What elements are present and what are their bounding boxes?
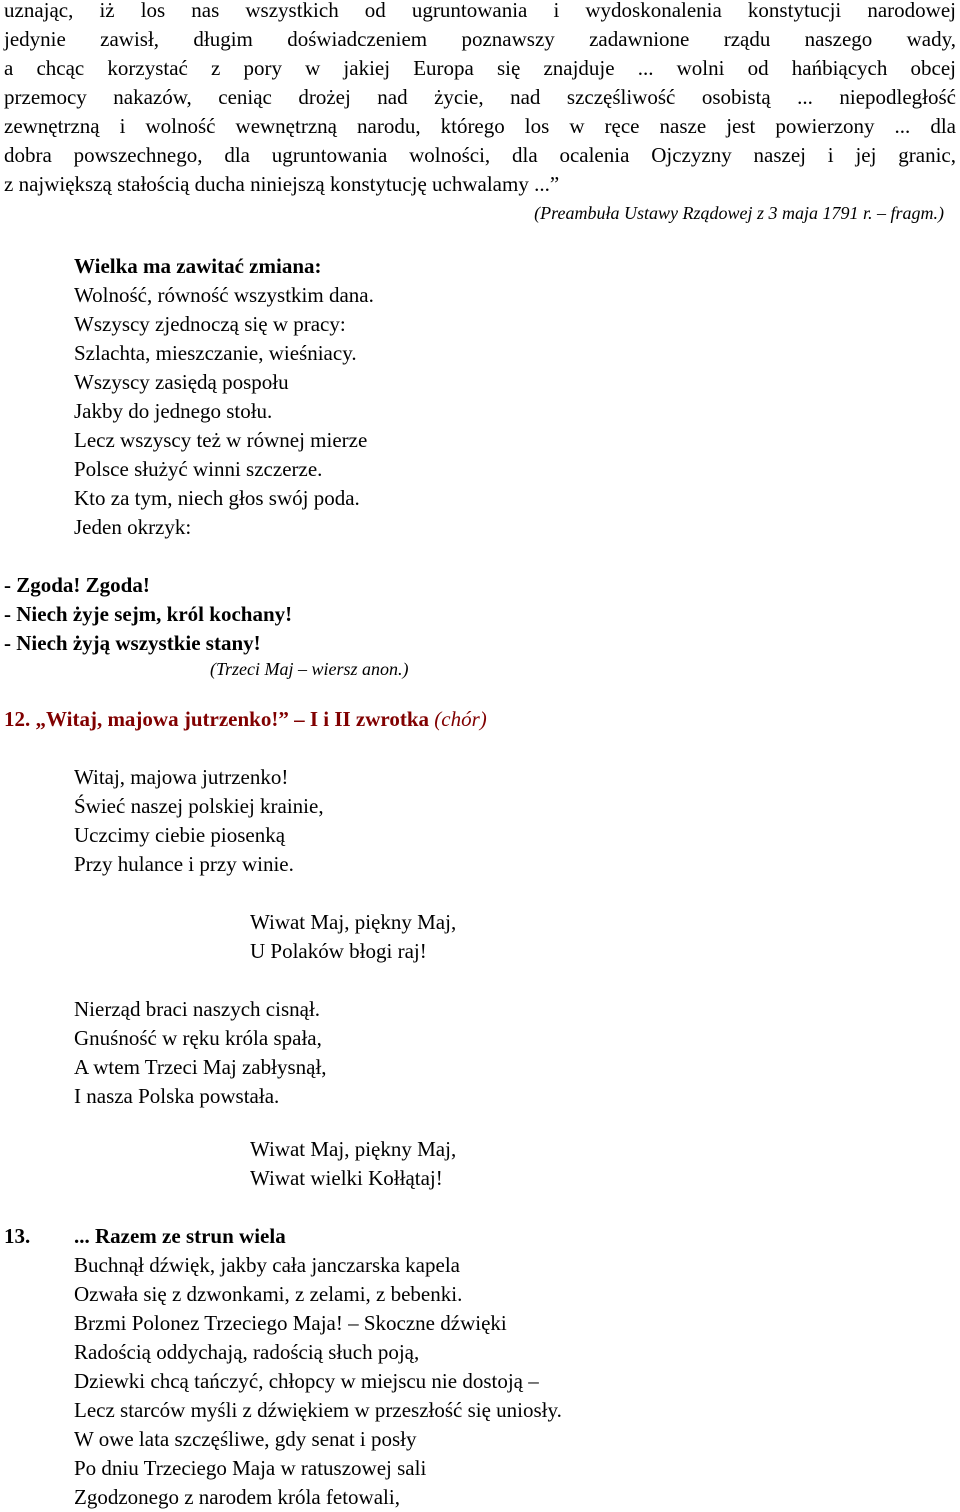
preamble-line: dobra powszechnego, dla ugruntowania wolności, dla ocalenia Ojczyzny naszej i jej granic, <box>4 143 956 167</box>
refrain-line: Wiwat wielki Kołłątaj! <box>250 1166 443 1190</box>
song12-refrain-1 <box>250 908 456 966</box>
item13-line: Lecz starców myśli z dźwiękiem w przeszłość się uniosły. <box>74 1398 562 1422</box>
item13-line: W owe lata szczęśliwe, gdy senat i posły <box>74 1427 417 1451</box>
item13-number: 13. <box>4 1224 31 1248</box>
verse-line: Nierząd braci naszych cisnął. <box>74 997 321 1021</box>
poem-title: Wielka ma zawitać zmiana: <box>74 254 322 278</box>
item13-line: Radością oddychają, radością słuch poją, <box>74 1340 420 1364</box>
item13-line: Zgodzonego z narodem króla fetowali, <box>74 1485 400 1509</box>
poem-shout: - Niech żyje sejm, król kochany! <box>4 602 293 626</box>
preamble-line: z największą stałością ducha niniejszą konstytucję uchwalamy ...” <box>4 172 560 196</box>
preamble-block <box>4 0 956 228</box>
poem-line: Polsce służyć winni szczerze. <box>74 457 323 481</box>
item13-line: Brzmi Polonez Trzeciego Maja! – Skoczne dźwięki <box>74 1311 507 1335</box>
poem-line: Wszyscy zasiędą pospołu <box>74 370 289 394</box>
item13-line: Ozwała się z dzwonkami, z zelami, z bebenki. <box>74 1282 463 1306</box>
poem-line: Kto za tym, niech głos swój poda. <box>74 486 360 510</box>
poem-line: Jakby do jednego stołu. <box>74 399 273 423</box>
song12-heading-note: (chór) <box>434 707 487 731</box>
verse-line: I nasza Polska powstała. <box>74 1084 280 1108</box>
poem-block <box>74 252 374 542</box>
verse-line: Przy hulance i przy winie. <box>74 852 294 876</box>
song12-heading-block <box>4 705 487 734</box>
verse-line: Uczcimy ciebie piosenką <box>74 823 286 847</box>
poem-line: Lecz wszyscy też w równej mierze <box>74 428 368 452</box>
preamble-line: jedynie zawisł, długim doświadczeniem poznawszy zadawnione rządu naszego wady, <box>4 27 956 51</box>
preamble-line: uznając, iż los nas wszystkich od ugruntowania i wydoskonalenia konstytucji narodowej <box>4 0 956 22</box>
poem-shouts <box>4 571 292 658</box>
preamble-line: zewnętrzną i wolność wewnętrzną narodu, którego los w ręce nasze jest powierzony ... dla <box>4 114 956 138</box>
preamble-source: (Preambuła Ustawy Rządowej z 3 maja 1791 r. – fragm.) <box>534 203 944 223</box>
poem-line: Szlachta, mieszczanie, wieśniacy. <box>74 341 357 365</box>
verse-line: Witaj, majowa jutrzenko! <box>74 765 289 789</box>
poem-line: Jeden okrzyk: <box>74 515 192 539</box>
poem-shout: - Zgoda! Zgoda! <box>4 573 150 597</box>
item13-lines <box>74 1251 562 1512</box>
preamble-line: a chcąc korzystać z pory w jakiej Europa się znajduje ... wolni od hańbiących obcej <box>4 56 956 80</box>
preamble-line: przemocy nakazów, ceniąc drożej nad życie, nad szczęśliwość osobistą ... niepodległość <box>4 85 956 109</box>
verse-line: Gnuśność w ręku króla spała, <box>74 1026 322 1050</box>
verse-line: A wtem Trzeci Maj zabłysnął, <box>74 1055 327 1079</box>
refrain-line: Wiwat Maj, piękny Maj, <box>250 910 457 934</box>
poem-source-block <box>210 655 409 684</box>
item13-line: Buchnął dźwięk, jakby cała janczarska kapela <box>74 1253 460 1277</box>
poem-shout: - Niech żyją wszystkie stany! <box>4 631 261 655</box>
verse-line: Świeć naszej polskiej krainie, <box>74 794 324 818</box>
poem-line: Wolność, równość wszystkim dana. <box>74 283 374 307</box>
item13-title: ... Razem ze strun wiela <box>74 1224 286 1248</box>
item13-line: Dziewki chcą tańczyć, chłopcy w miejscu nie dostoją – <box>74 1369 539 1393</box>
song12-verse-2 <box>74 995 327 1111</box>
song12-refrain-2 <box>250 1135 456 1193</box>
poem-line: Wszyscy zjednoczą się w pracy: <box>74 312 346 336</box>
poem-source: (Trzeci Maj – wiersz anon.) <box>210 659 409 679</box>
refrain-line: U Polaków błogi raj! <box>250 939 427 963</box>
song12-verse-1 <box>74 763 324 879</box>
refrain-line: Wiwat Maj, piękny Maj, <box>250 1137 457 1161</box>
song12-heading: 12. „Witaj, majowa jutrzenko!” – I i II zwrotka <box>4 707 430 731</box>
item13-heading-block <box>4 1222 286 1251</box>
item13-line: Po dniu Trzeciego Maja w ratuszowej sali <box>74 1456 427 1480</box>
